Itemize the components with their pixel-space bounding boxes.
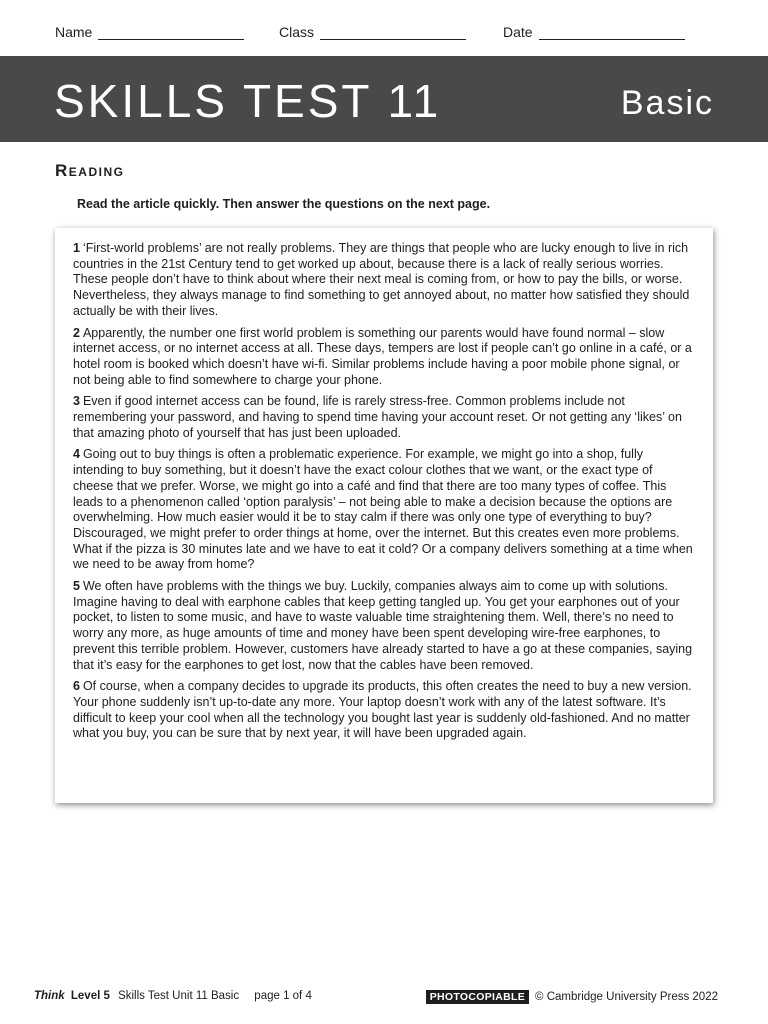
copyright-text: © Cambridge University Press 2022 — [535, 991, 718, 1003]
article-paragraph — [73, 241, 695, 320]
date-blank-line[interactable] — [539, 26, 685, 40]
footer-page-number: page 1 of 4 — [254, 990, 312, 1002]
paragraph-number: 6 — [73, 679, 80, 694]
paragraph-text: ‘First-world problems’ are not really problems. They are things that people who are lucky enough to live in rich countries in the 21st Century tend to get worked up about, because there is a lack of really serious worries. These people don’t have to think about where their next meal is coming from, or how to pay the bills, or worse. Nevertheless, they always manage to find something to get annoyed about, no matter how satisfied they should actually be with their lives. — [73, 241, 690, 318]
footer-brand: Think — [34, 990, 65, 1002]
name-field — [55, 24, 244, 40]
paragraph-text: Even if good internet access can be found, life is rarely stress-free. Common problems include not remembering your password, and having to spend time having your account reset. Or not getting any ‘likes’ on that amazing photo of yourself that has just been uploaded. — [73, 394, 682, 440]
section-heading: Reading — [55, 161, 125, 180]
test-level: Basic — [620, 84, 714, 122]
date-label: Date — [503, 24, 533, 40]
paragraph-number: 3 — [73, 394, 80, 409]
paragraph-number: 2 — [73, 325, 80, 340]
paragraph-text: Apparently, the number one first world problem is something our parents would have found normal – slow internet access, or no internet access at all. These days, tempers are lost if people can’t go online in a café, or a hotel room is booked which doesn’t have wi-fi. Similar problems include having a poor mobile phone signal, or not being able to find somewhere to charge your phone. — [73, 325, 692, 387]
footer-copyright-info — [426, 990, 718, 1004]
footer-level: Level 5 — [70, 990, 110, 1002]
page-footer — [34, 990, 718, 1006]
title-banner — [0, 56, 768, 142]
article-paragraph — [73, 394, 695, 441]
paragraph-number: 1 — [73, 241, 80, 255]
name-label: Name — [55, 24, 93, 40]
name-blank-line[interactable] — [98, 26, 244, 40]
footer-course-info — [34, 990, 312, 1002]
instruction-text: Read the article quickly. Then answer the questions on the next page. — [77, 197, 491, 211]
article-paragraph — [73, 679, 695, 742]
paragraph-text: Of course, when a company decides to upgrade its products, this often creates the need to buy a new version. Your phone suddenly isn’t up-to-date any more. Your laptop doesn’t work with any of the latest software. It’s difficult to keep your cool when all the technology you bought last year is suddenly old-fashioned. And no matter what you buy, you can be sure that by next year, it will have been upgraded again. — [73, 679, 692, 741]
paragraph-number: 4 — [73, 447, 80, 462]
paragraph-number: 5 — [73, 579, 80, 594]
class-label: Class — [279, 24, 315, 40]
class-blank-line[interactable] — [320, 26, 466, 40]
footer-unit: Skills Test Unit 11 Basic — [118, 990, 240, 1002]
article-paragraph — [73, 579, 695, 673]
student-info-fields — [55, 24, 715, 42]
photocopiable-badge: PHOTOCOPIABLE — [426, 990, 529, 1004]
article-paragraph — [73, 326, 695, 389]
date-field — [503, 24, 685, 40]
article-box — [55, 228, 713, 803]
article-paragraph — [73, 447, 695, 573]
paragraph-text: We often have problems with the things we buy. Luckily, companies always aim to come up with solutions. Imagine having to deal with earphone cables that keep getting tangled up. You get your earphones out of your pocket, to listen to some music, and have to waste valuable time straightening them. Well, there’s no need to worry any more, as huge amounts of time and money have been spent developing wire-free earphones, to prevent this terrible problem. However, customers have already started to have a go at these companies, saying that it’s easy for the earphones to get lost, now that the cables have been removed. — [73, 579, 693, 672]
paragraph-text: Going out to buy things is often a problematic experience. For example, we might go into a shop, fully intending to buy something, but it doesn’t have the exact colour clothes that we want, or the exact type of cheese that we prefer. Worse, we might go into a café and find that there are too many types of coffee. This leads to a phenomenon called ‘option paralysis’ – not being able to make a decision because the options are overwhelming. How much easier would it be to stay calm if there was only one type of everything to buy? Discouraged, we might prefer to order things at home, over the internet. But this creates even more problems. What if the pizza is 30 minutes late and we have to eat it cold? Or a company delivers something at a time when we need to be away from home? — [73, 447, 693, 572]
class-field — [279, 24, 466, 40]
test-title: SKILLS TEST 11 — [54, 75, 442, 127]
